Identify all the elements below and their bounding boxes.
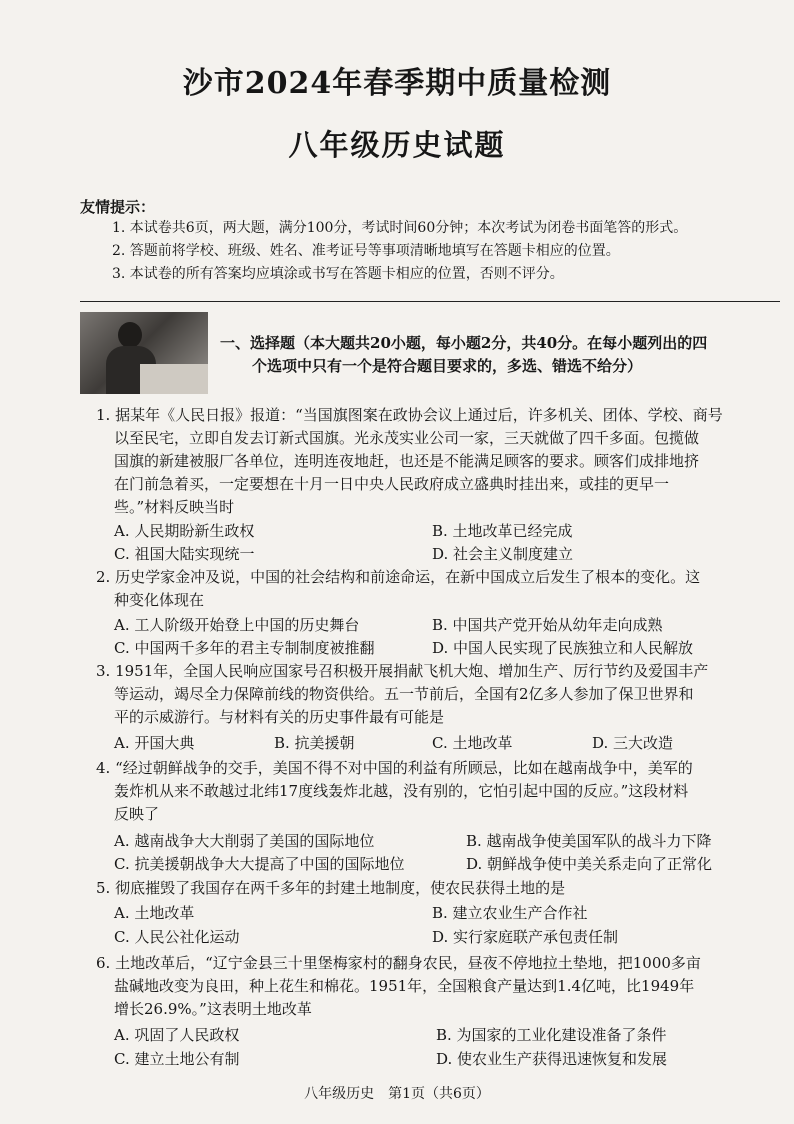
option-c: C. 祖国大陆实现统一 bbox=[114, 545, 255, 563]
question-5 bbox=[96, 877, 565, 900]
option-d: D. 实行家庭联产承包责任制 bbox=[432, 928, 619, 946]
question-line: 1. 据某年《人民日报》报道：“当国旗图案在政协会议上通过后，许多机关、团体、学校、商号 bbox=[96, 406, 723, 424]
tip-item: 3. 本试卷的所有答案均应填涂或书写在答题卡相应的位置，否则不评分。 bbox=[112, 266, 564, 282]
historical-photo bbox=[80, 312, 208, 394]
question-line: 以至民宅，立即自发去订新式国旗。光永茂实业公司一家，三天就做了四千多面。包揽做 bbox=[114, 429, 700, 447]
option-c: C. 中国两千多年的君主专制制度被推翻 bbox=[114, 639, 375, 657]
option-a: A. 开国大典 bbox=[114, 734, 195, 752]
option-c: C. 人民公社化运动 bbox=[114, 928, 240, 946]
question-line: 3. 1951年，全国人民响应国家号召积极开展捐献飞机大炮、增加生产、厉行节约及爱国丰产 bbox=[96, 662, 709, 680]
option-a: A. 越南战争大大削弱了美国的国际地位 bbox=[114, 832, 375, 850]
question-line: 6. 土地改革后，“辽宁金县三十里堡梅家村的翻身农民，昼夜不停地拉土垫地，把1000多亩 bbox=[96, 954, 701, 972]
question-line: 2. 历史学家金冲及说，中国的社会结构和前途命运，在新中国成立后发生了根本的变化。这 bbox=[96, 568, 701, 586]
photo-figure-head bbox=[118, 322, 142, 348]
option-d: D. 中国人民实现了民族独立和人民解放 bbox=[432, 639, 694, 657]
option-a: A. 工人阶级开始登上中国的历史舞台 bbox=[114, 616, 360, 634]
tip-item: 1. 本试卷共6页，两大题，满分100分，考试时间60分钟；本次考试为闭卷书面笔答的形式。 bbox=[112, 220, 688, 236]
option-d: D. 社会主义制度建立 bbox=[432, 545, 574, 563]
option-c: C. 建立土地公有制 bbox=[114, 1050, 240, 1068]
question-line: 盐碱地改变为良田，种上花生和棉花。1951年，全国粮食产量达到1.4亿吨，比1949年 bbox=[114, 977, 695, 995]
section-header bbox=[220, 332, 760, 378]
question-line: 等运动，竭尽全力保障前线的物资供给。五一节前后，全国有2亿多人参加了保卫世界和 bbox=[114, 685, 694, 703]
question-2 bbox=[96, 566, 700, 612]
option-d: D. 三大改造 bbox=[592, 734, 674, 752]
question-line: 种变化体现在 bbox=[114, 591, 205, 609]
section-header-line: 个选项中只有一个是符合题目要求的，多选、错选不给分） bbox=[252, 357, 643, 375]
photo-desk bbox=[140, 364, 208, 394]
tips-list bbox=[112, 217, 687, 286]
divider bbox=[80, 301, 780, 302]
option-a: A. 土地改革 bbox=[114, 904, 195, 922]
option-d: D. 使农业生产获得迅速恢复和发展 bbox=[436, 1050, 668, 1068]
question-line: 5. 彻底摧毁了我国存在两千多年的封建土地制度，使农民获得土地的是 bbox=[96, 879, 566, 897]
option-b: B. 抗美援朝 bbox=[274, 734, 355, 752]
question-1 bbox=[96, 404, 723, 519]
option-a: A. 人民期盼新生政权 bbox=[114, 522, 255, 540]
tips-heading: 友情提示： bbox=[80, 198, 156, 216]
question-line: 国旗的新建被服厂各单位，连明连夜地赶，也还是不能满足顾客的要求。顾客们成排地挤 bbox=[114, 452, 700, 470]
question-4 bbox=[96, 757, 693, 826]
option-b: B. 为国家的工业化建设准备了条件 bbox=[436, 1026, 667, 1044]
exam-title: 沙市2024年春季期中质量检测 bbox=[182, 66, 612, 101]
option-b: B. 建立农业生产合作社 bbox=[432, 904, 588, 922]
option-c: C. 土地改革 bbox=[432, 734, 513, 752]
question-line: 反映了 bbox=[114, 805, 160, 823]
question-line: 轰炸机从来不敢越过北纬17度线轰炸北越，没有别的，它怕引起中国的反应。”这段材料 bbox=[114, 782, 689, 800]
option-a: A. 巩固了人民政权 bbox=[114, 1026, 240, 1044]
section-header-line: 一、选择题（本大题共20小题，每小题2分，共40分。在每小题列出的四 bbox=[220, 334, 708, 352]
page-footer: 八年级历史 第1页（共6页） bbox=[304, 1086, 490, 1102]
question-line: 平的示威游行。与材料有关的历史事件最有可能是 bbox=[114, 708, 445, 726]
option-b: B. 土地改革已经完成 bbox=[432, 522, 573, 540]
question-line: 些。”材料反映当时 bbox=[114, 498, 235, 516]
question-line: 增长26.9%。”这表明土地改革 bbox=[114, 1000, 312, 1018]
option-b: B. 越南战争使美国军队的战斗力下降 bbox=[466, 832, 712, 850]
option-c: C. 抗美援朝战争大大提高了中国的国际地位 bbox=[114, 855, 405, 873]
exam-subtitle: 八年级历史试题 bbox=[288, 128, 506, 162]
tip-item: 2. 答题前将学校、班级、姓名、准考证号等事项清晰地填写在答题卡相应的位置。 bbox=[112, 243, 620, 259]
option-d: D. 朝鲜战争使中美关系走向了正常化 bbox=[466, 855, 713, 873]
option-b: B. 中国共产党开始从幼年走向成熟 bbox=[432, 616, 663, 634]
question-6 bbox=[96, 952, 701, 1021]
question-line: 4. “经过朝鲜战争的交手，美国不得不对中国的利益有所顾忌，比如在越南战争中，美军的 bbox=[96, 759, 693, 777]
question-3 bbox=[96, 660, 708, 729]
question-line: 在门前急着买，一定要想在十月一日中央人民政府成立盛典时挂出来，或挂的更早一 bbox=[114, 475, 670, 493]
